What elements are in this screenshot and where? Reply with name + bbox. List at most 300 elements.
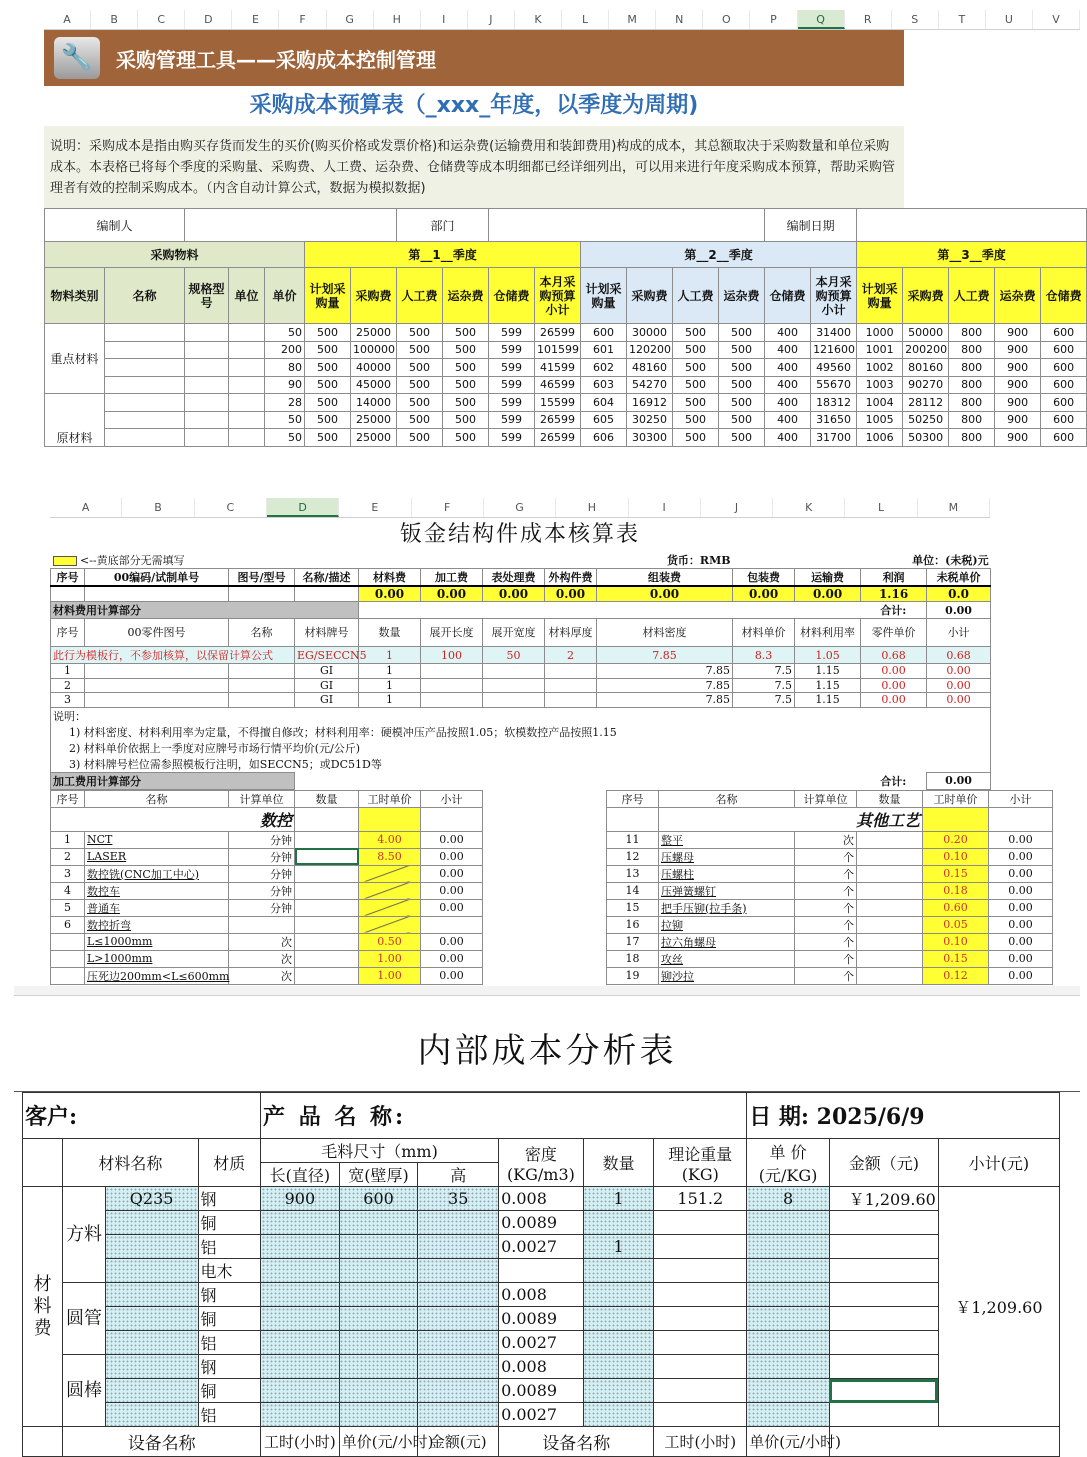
empty-cell[interactable]	[185, 376, 229, 394]
size-width[interactable]	[339, 1259, 418, 1283]
material-name[interactable]	[105, 1211, 198, 1235]
data-cell[interactable]: 200200	[903, 341, 949, 359]
col-header-E[interactable]: E	[232, 10, 279, 29]
data-cell[interactable]: 40000	[351, 359, 397, 377]
data-cell[interactable]: 500	[305, 429, 351, 447]
proc-rate[interactable]: 0.10	[923, 848, 989, 865]
proc-qty[interactable]	[857, 865, 923, 882]
mat-name[interactable]	[229, 678, 295, 693]
template-cell[interactable]: EG/SECCN5	[295, 647, 359, 664]
unit-price[interactable]	[747, 1235, 830, 1259]
data-cell[interactable]: 900	[995, 394, 1041, 412]
data-cell[interactable]: 400	[765, 394, 811, 412]
data-cell[interactable]: 28112	[903, 394, 949, 412]
col-header-Q[interactable]: Q	[798, 10, 845, 29]
proc-qty[interactable]	[295, 882, 359, 899]
proc-rate[interactable]	[359, 899, 421, 916]
data-cell[interactable]: 500	[443, 324, 489, 342]
proc-rate[interactable]	[359, 865, 421, 882]
col-header-F[interactable]: F	[412, 498, 484, 517]
col-header-U[interactable]: U	[986, 10, 1033, 29]
proc-rate[interactable]: 0.20	[923, 831, 989, 848]
size-height[interactable]	[418, 1211, 499, 1235]
data-cell[interactable]: 1000	[857, 324, 903, 342]
data-cell[interactable]: 500	[673, 341, 719, 359]
template-cell[interactable]: 8.3	[733, 647, 795, 664]
col-header-V[interactable]: V	[1033, 10, 1080, 29]
unit-price[interactable]	[747, 1283, 830, 1307]
data-cell[interactable]: 120200	[627, 341, 673, 359]
data-cell[interactable]: 50	[265, 429, 305, 447]
data-cell[interactable]: 600	[1041, 429, 1087, 447]
col-header-C[interactable]: C	[195, 498, 267, 517]
data-cell[interactable]: 500	[305, 324, 351, 342]
col-header-K[interactable]: K	[773, 498, 845, 517]
size-length[interactable]	[261, 1211, 340, 1235]
dept-cell[interactable]	[489, 209, 765, 242]
col-header-P[interactable]: P	[750, 10, 797, 29]
quantity[interactable]	[583, 1403, 654, 1427]
data-cell[interactable]: 500	[305, 359, 351, 377]
size-width[interactable]: 600	[339, 1187, 418, 1211]
proc-rate[interactable]: 4.00	[359, 831, 421, 848]
empty-cell[interactable]	[105, 359, 185, 377]
mat-grade[interactable]: GI	[295, 678, 359, 693]
mat-thk[interactable]	[545, 693, 597, 708]
proc-rate[interactable]	[359, 882, 421, 899]
data-cell[interactable]: 55670	[811, 376, 857, 394]
mat-wid[interactable]	[483, 664, 545, 679]
proc-qty[interactable]	[295, 933, 359, 950]
empty-cell[interactable]	[185, 429, 229, 447]
data-cell[interactable]: 500	[443, 411, 489, 429]
size-width[interactable]	[339, 1331, 418, 1355]
data-cell[interactable]: 599	[489, 359, 535, 377]
size-height[interactable]	[418, 1331, 499, 1355]
proc-rate[interactable]: 0.50	[359, 933, 421, 950]
empty-cell[interactable]	[229, 411, 265, 429]
unit-price[interactable]: 8	[747, 1187, 830, 1211]
template-cell[interactable]: 1	[359, 647, 421, 664]
data-cell[interactable]: 500	[305, 341, 351, 359]
template-cell[interactable]: 100	[421, 647, 483, 664]
data-cell[interactable]: 602	[581, 359, 627, 377]
data-cell[interactable]: 30300	[627, 429, 673, 447]
data-cell[interactable]: 500	[397, 429, 443, 447]
data-cell[interactable]: 601	[581, 341, 627, 359]
data-cell[interactable]: 800	[949, 394, 995, 412]
empty-cell[interactable]	[105, 324, 185, 342]
col-header-B[interactable]: B	[91, 10, 138, 29]
proc-qty[interactable]	[295, 848, 359, 865]
template-cell[interactable]: 7.85	[597, 647, 733, 664]
data-cell[interactable]: 900	[995, 411, 1041, 429]
top-empty[interactable]	[229, 586, 295, 602]
proc-rate[interactable]	[359, 916, 421, 933]
data-cell[interactable]: 500	[719, 411, 765, 429]
date-cell[interactable]	[857, 209, 1087, 242]
size-length[interactable]	[261, 1259, 340, 1283]
top-empty[interactable]	[85, 586, 229, 602]
data-cell[interactable]: 605	[581, 411, 627, 429]
unit-price[interactable]	[747, 1379, 830, 1403]
size-height[interactable]	[418, 1307, 499, 1331]
proc-rate[interactable]: 0.15	[923, 865, 989, 882]
data-cell[interactable]: 400	[765, 411, 811, 429]
mat-thk[interactable]	[545, 678, 597, 693]
data-cell[interactable]: 900	[995, 429, 1041, 447]
data-cell[interactable]: 500	[673, 324, 719, 342]
size-height[interactable]	[418, 1355, 499, 1379]
col-header-K[interactable]: K	[515, 10, 562, 29]
data-cell[interactable]: 599	[489, 394, 535, 412]
empty-cell[interactable]	[229, 394, 265, 412]
data-cell[interactable]: 900	[995, 359, 1041, 377]
size-length[interactable]	[261, 1331, 340, 1355]
data-cell[interactable]: 1003	[857, 376, 903, 394]
column-header-bar[interactable]	[50, 498, 990, 518]
data-cell[interactable]: 500	[673, 411, 719, 429]
data-cell[interactable]: 500	[673, 376, 719, 394]
col-header-G[interactable]: G	[484, 498, 556, 517]
data-cell[interactable]: 31650	[811, 411, 857, 429]
col-header-J[interactable]: J	[468, 10, 515, 29]
data-cell[interactable]: 50000	[903, 324, 949, 342]
size-width[interactable]	[339, 1211, 418, 1235]
empty-cell[interactable]	[229, 341, 265, 359]
data-cell[interactable]: 26599	[535, 324, 581, 342]
col-header-L[interactable]: L	[562, 10, 609, 29]
data-cell[interactable]: 15599	[535, 394, 581, 412]
empty-cell[interactable]	[105, 376, 185, 394]
mat-qty[interactable]: 1	[359, 664, 421, 679]
template-cell[interactable]: 2	[545, 647, 597, 664]
mat-grade[interactable]: GI	[295, 693, 359, 708]
data-cell[interactable]: 600	[1041, 359, 1087, 377]
top-empty[interactable]	[51, 586, 85, 602]
data-cell[interactable]: 54270	[627, 376, 673, 394]
quantity[interactable]	[583, 1331, 654, 1355]
col-header-G[interactable]: G	[327, 10, 374, 29]
col-header-C[interactable]: C	[138, 10, 185, 29]
data-cell[interactable]: 599	[489, 429, 535, 447]
mat-thk[interactable]	[545, 664, 597, 679]
data-cell[interactable]: 90270	[903, 376, 949, 394]
proc-rate[interactable]: 0.15	[923, 950, 989, 967]
data-cell[interactable]: 500	[305, 376, 351, 394]
customer-value[interactable]	[198, 1093, 261, 1139]
data-cell[interactable]: 14000	[351, 394, 397, 412]
proc-qty[interactable]	[857, 967, 923, 984]
size-height[interactable]	[418, 1379, 499, 1403]
data-cell[interactable]: 1002	[857, 359, 903, 377]
material-name[interactable]	[105, 1283, 198, 1307]
quantity[interactable]	[583, 1259, 654, 1283]
quantity[interactable]: 1	[583, 1235, 654, 1259]
size-height[interactable]	[418, 1259, 499, 1283]
proc-rate[interactable]: 0.60	[923, 899, 989, 916]
mat-wid[interactable]	[483, 678, 545, 693]
data-cell[interactable]: 500	[397, 394, 443, 412]
data-cell[interactable]: 500	[443, 359, 489, 377]
data-cell[interactable]: 400	[765, 429, 811, 447]
empty-cell[interactable]	[229, 359, 265, 377]
proc-qty[interactable]	[295, 899, 359, 916]
size-height[interactable]	[418, 1283, 499, 1307]
mat-part[interactable]	[85, 678, 229, 693]
data-cell[interactable]: 26599	[535, 429, 581, 447]
size-width[interactable]	[339, 1379, 418, 1403]
material-name[interactable]	[105, 1355, 198, 1379]
empty-cell[interactable]	[185, 341, 229, 359]
mat-len[interactable]	[421, 664, 483, 679]
quantity[interactable]	[583, 1211, 654, 1235]
data-cell[interactable]: 400	[765, 359, 811, 377]
data-cell[interactable]: 400	[765, 376, 811, 394]
data-cell[interactable]: 80	[265, 359, 305, 377]
empty-cell[interactable]	[105, 341, 185, 359]
data-cell[interactable]: 101599	[535, 341, 581, 359]
proc-rate[interactable]: 0.12	[923, 967, 989, 984]
col-header-T[interactable]: T	[939, 10, 986, 29]
proc-qty[interactable]	[295, 950, 359, 967]
empty-cell[interactable]	[229, 324, 265, 342]
size-length[interactable]	[261, 1355, 340, 1379]
data-cell[interactable]: 100000	[351, 341, 397, 359]
size-height[interactable]: 35	[418, 1187, 499, 1211]
data-cell[interactable]: 400	[765, 324, 811, 342]
data-cell[interactable]: 50300	[903, 429, 949, 447]
col-header-H[interactable]: H	[374, 10, 421, 29]
col-header-R[interactable]: R	[845, 10, 892, 29]
template-cell[interactable]: 50	[483, 647, 545, 664]
col-header-I[interactable]: I	[629, 498, 701, 517]
empty-cell[interactable]	[105, 394, 185, 412]
data-cell[interactable]: 500	[673, 394, 719, 412]
data-cell[interactable]: 200	[265, 341, 305, 359]
size-length[interactable]	[261, 1403, 340, 1427]
data-cell[interactable]: 41599	[535, 359, 581, 377]
material-name[interactable]	[105, 1259, 198, 1283]
proc-rate[interactable]: 1.00	[359, 950, 421, 967]
unit-price[interactable]	[747, 1355, 830, 1379]
mat-name[interactable]	[229, 693, 295, 708]
proc-qty[interactable]	[857, 933, 923, 950]
proc-qty[interactable]	[857, 916, 923, 933]
data-cell[interactable]: 31400	[811, 324, 857, 342]
data-cell[interactable]: 1001	[857, 341, 903, 359]
mat-name[interactable]	[229, 664, 295, 679]
material-name[interactable]	[105, 1307, 198, 1331]
size-width[interactable]	[339, 1283, 418, 1307]
data-cell[interactable]: 400	[765, 341, 811, 359]
size-width[interactable]	[339, 1235, 418, 1259]
data-cell[interactable]: 25000	[351, 429, 397, 447]
col-header-M[interactable]: M	[918, 498, 990, 517]
data-cell[interactable]: 50	[265, 324, 305, 342]
product-value[interactable]	[499, 1093, 747, 1139]
empty-cell[interactable]	[229, 376, 265, 394]
data-cell[interactable]: 500	[305, 411, 351, 429]
editor-cell[interactable]	[185, 209, 397, 242]
data-cell[interactable]: 500	[397, 411, 443, 429]
col-header-E[interactable]: E	[339, 498, 411, 517]
data-cell[interactable]: 500	[443, 394, 489, 412]
unit-price[interactable]	[747, 1331, 830, 1355]
data-cell[interactable]: 599	[489, 324, 535, 342]
data-cell[interactable]: 600	[1041, 411, 1087, 429]
proc-qty[interactable]	[295, 831, 359, 848]
col-header-J[interactable]: J	[701, 498, 773, 517]
size-height[interactable]	[418, 1235, 499, 1259]
data-cell[interactable]: 25000	[351, 324, 397, 342]
data-cell[interactable]: 500	[719, 394, 765, 412]
proc-rate[interactable]: 0.18	[923, 882, 989, 899]
size-length[interactable]	[261, 1283, 340, 1307]
data-cell[interactable]: 18312	[811, 394, 857, 412]
data-cell[interactable]: 46599	[535, 376, 581, 394]
data-cell[interactable]: 80160	[903, 359, 949, 377]
template-cell[interactable]: 1.05	[795, 647, 861, 664]
mat-part[interactable]	[85, 664, 229, 679]
col-header-F[interactable]: F	[279, 10, 326, 29]
data-cell[interactable]: 45000	[351, 376, 397, 394]
empty-cell[interactable]	[229, 429, 265, 447]
data-cell[interactable]: 121600	[811, 341, 857, 359]
size-length[interactable]: 900	[261, 1187, 340, 1211]
data-cell[interactable]: 1006	[857, 429, 903, 447]
proc-rate[interactable]: 1.00	[359, 967, 421, 984]
data-cell[interactable]: 603	[581, 376, 627, 394]
data-cell[interactable]: 1004	[857, 394, 903, 412]
data-cell[interactable]: 599	[489, 341, 535, 359]
material-name[interactable]: Q235	[105, 1187, 198, 1211]
data-cell[interactable]: 599	[489, 376, 535, 394]
quantity[interactable]	[583, 1283, 654, 1307]
template-cell[interactable]: 0.68	[927, 647, 991, 664]
col-header-N[interactable]: N	[656, 10, 703, 29]
data-cell[interactable]: 900	[995, 376, 1041, 394]
data-cell[interactable]: 16912	[627, 394, 673, 412]
data-cell[interactable]: 50250	[903, 411, 949, 429]
data-cell[interactable]: 600	[1041, 341, 1087, 359]
top-empty[interactable]	[295, 586, 359, 602]
material-name[interactable]	[105, 1331, 198, 1355]
size-length[interactable]	[261, 1235, 340, 1259]
unit-price[interactable]	[747, 1403, 830, 1427]
empty-cell[interactable]	[185, 394, 229, 412]
proc-qty[interactable]	[295, 916, 359, 933]
proc-qty[interactable]	[857, 848, 923, 865]
col-header-S[interactable]: S	[892, 10, 939, 29]
proc-rate[interactable]: 8.50	[359, 848, 421, 865]
data-cell[interactable]: 800	[949, 324, 995, 342]
size-width[interactable]	[339, 1355, 418, 1379]
proc-qty[interactable]	[857, 831, 923, 848]
col-header-O[interactable]: O	[703, 10, 750, 29]
data-cell[interactable]: 500	[443, 341, 489, 359]
empty-cell[interactable]	[185, 359, 229, 377]
col-header-D[interactable]: D	[185, 10, 232, 29]
proc-qty[interactable]	[857, 950, 923, 967]
data-cell[interactable]: 500	[397, 341, 443, 359]
data-cell[interactable]: 28	[265, 394, 305, 412]
mat-len[interactable]	[421, 693, 483, 708]
date-value[interactable]: 2025/6/9	[816, 1104, 925, 1130]
material-name[interactable]	[105, 1379, 198, 1403]
data-cell[interactable]: 500	[443, 429, 489, 447]
col-header-M[interactable]: M	[609, 10, 656, 29]
data-cell[interactable]: 800	[949, 359, 995, 377]
col-header-H[interactable]: H	[556, 498, 628, 517]
data-cell[interactable]: 600	[581, 324, 627, 342]
size-length[interactable]	[261, 1379, 340, 1403]
template-cell[interactable]: 0.68	[861, 647, 927, 664]
data-cell[interactable]: 500	[397, 359, 443, 377]
col-header-A[interactable]: A	[44, 10, 91, 29]
data-cell[interactable]: 90	[265, 376, 305, 394]
proc-rate[interactable]: 0.10	[923, 933, 989, 950]
data-cell[interactable]: 599	[489, 411, 535, 429]
data-cell[interactable]: 800	[949, 341, 995, 359]
col-header-A[interactable]: A	[50, 498, 122, 517]
proc-qty[interactable]	[295, 967, 359, 984]
data-cell[interactable]: 500	[673, 429, 719, 447]
column-header-bar[interactable]	[14, 986, 1080, 996]
data-cell[interactable]: 606	[581, 429, 627, 447]
data-cell[interactable]: 600	[1041, 324, 1087, 342]
data-cell[interactable]: 500	[719, 359, 765, 377]
proc-qty[interactable]	[857, 882, 923, 899]
proc-qty[interactable]	[857, 899, 923, 916]
size-length[interactable]	[261, 1307, 340, 1331]
data-cell[interactable]: 800	[949, 429, 995, 447]
unit-price[interactable]	[747, 1307, 830, 1331]
data-cell[interactable]: 500	[443, 376, 489, 394]
quantity[interactable]	[583, 1379, 654, 1403]
column-header-bar[interactable]	[44, 10, 1080, 30]
proc-rate[interactable]: 0.05	[923, 916, 989, 933]
material-name[interactable]	[105, 1403, 198, 1427]
mat-qty[interactable]: 1	[359, 693, 421, 708]
quantity[interactable]	[583, 1355, 654, 1379]
col-header-I[interactable]: I	[421, 10, 468, 29]
data-cell[interactable]: 900	[995, 324, 1041, 342]
data-cell[interactable]: 500	[719, 429, 765, 447]
data-cell[interactable]: 500	[397, 376, 443, 394]
quantity[interactable]: 1	[583, 1187, 654, 1211]
empty-cell[interactable]	[185, 324, 229, 342]
proc-qty[interactable]	[295, 865, 359, 882]
data-cell[interactable]: 500	[719, 341, 765, 359]
data-cell[interactable]: 800	[949, 411, 995, 429]
size-height[interactable]	[418, 1403, 499, 1427]
data-cell[interactable]: 26599	[535, 411, 581, 429]
mat-grade[interactable]: GI	[295, 664, 359, 679]
unit-price[interactable]	[747, 1259, 830, 1283]
quantity[interactable]	[583, 1307, 654, 1331]
empty-cell[interactable]	[105, 411, 185, 429]
material-name[interactable]	[105, 1235, 198, 1259]
mat-len[interactable]	[421, 678, 483, 693]
mat-wid[interactable]	[483, 693, 545, 708]
empty-cell[interactable]	[105, 429, 185, 447]
data-cell[interactable]: 500	[719, 324, 765, 342]
data-cell[interactable]: 500	[305, 394, 351, 412]
data-cell[interactable]: 500	[719, 376, 765, 394]
size-width[interactable]	[339, 1307, 418, 1331]
col-header-B[interactable]: B	[122, 498, 194, 517]
